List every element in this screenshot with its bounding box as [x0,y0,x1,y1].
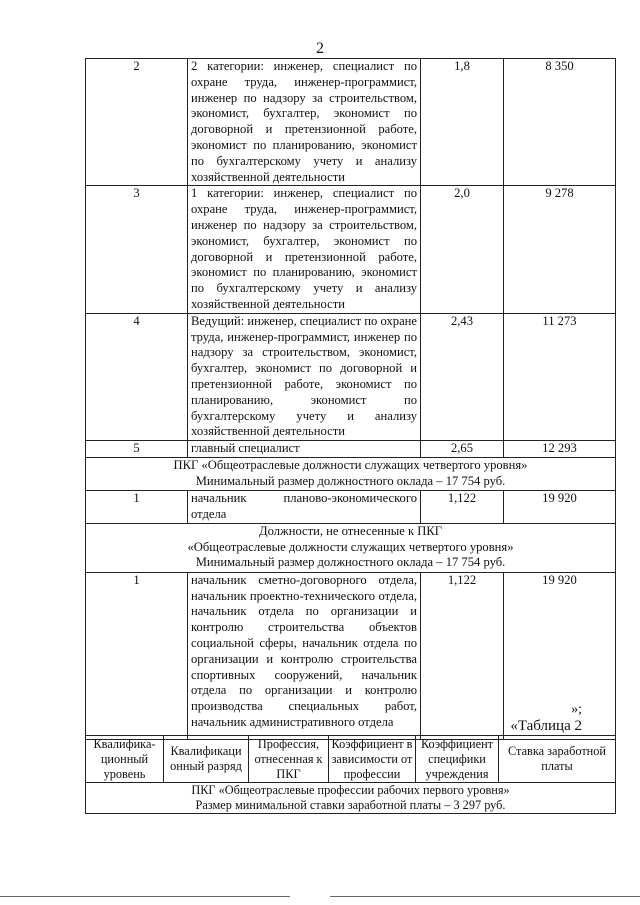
header-qualification-level: Квалифика-ционный уровень [86,736,164,783]
header-profession: Профессия, отнесенная к ПКГ [249,736,329,783]
position-list-cell: главный специалист [188,441,421,458]
pkg-group-header [86,458,616,491]
salary-table-1 [85,58,616,740]
salary-cell: 12 293 [504,441,616,458]
header-profession-coefficient: Коэффициент в зависимости от профессии [329,736,416,783]
pkg-workers-title: ПКГ «Общеотраслевые профессии рабочих первого уровня» [191,783,510,797]
header-wage-rate: Ставка заработной платы [499,736,616,783]
header-qualification-grade: Квалификаци онный разряд [164,736,249,783]
coefficient-cell: 2,43 [421,313,504,440]
qualification-level-cell: 5 [86,441,188,458]
salary-cell: 19 920 [504,572,616,739]
table-row [86,491,616,524]
table-row [86,572,616,739]
table-row [86,59,616,186]
page-number: 2 [316,40,324,57]
group-header-row [86,523,616,572]
coefficient-cell: 1,122 [421,572,504,739]
table2-title: «Таблица 2 [510,718,582,734]
qualification-level-cell: 2 [86,59,188,186]
salary-cell: 9 278 [504,186,616,313]
pkg-workers-header [86,783,616,814]
table-row [86,441,616,458]
header-row [86,736,616,783]
other-positions-title: Должности, не отнесенные к ПКГ [259,523,442,538]
table-closing-mark: »; [571,702,582,717]
position-list-cell: начальник планово-экономического отдела [188,491,421,524]
salary-cell: 19 920 [504,491,616,524]
qualification-level-cell: 1 [86,491,188,524]
salary-table-2 [85,735,616,814]
group-header-row [86,458,616,491]
other-positions-subtitle: «Общеотраслевые должности служащих четвертого уровня» [187,539,514,554]
qualification-level-cell: 1 [86,572,188,739]
table-row [86,186,616,313]
qualification-level-cell: 4 [86,313,188,440]
coefficient-cell: 1,8 [421,59,504,186]
qualification-level-cell: 3 [86,186,188,313]
coefficient-cell: 2,0 [421,186,504,313]
position-list-cell: Ведущий: инженер, специалист по охране труда, инженер-программист, инженер по надзору за строительством, экономист, бухгалтер, экономист по договорной и претензионной работе, экономист по планированию, экономист по бухгалтерскому учету и анализу хозяйственной деятельности [188,313,421,440]
scan-edge-line [0,896,290,897]
pkg-workers-min-rate: Размер минимальной ставки заработной платы – 3 297 руб. [195,798,506,812]
pkg-group-title: ПКГ «Общеотраслевые должности служащих четвертого уровня» [173,458,528,473]
group-header-row [86,783,616,814]
position-list-cell: 2 категории: инженер, специалист по охране труда, инженер-программист, инженер по надзору за строительством, экономист, бухгалтер, экономист по договорной и претензионной работе, экономист по планированию, экономист по бухгалтерскому учету и анализу хозяйственной деятельности [188,59,421,186]
position-list-cell: начальник сметно-договорного отдела, начальник проектно-технического отдела, начальник отдела по организации и контролю строительства объектов социальной сферы, начальник отдела по организации и контролю строительства спортивных сооружений, начальник отдела по организации и контролю производства специальных работ, начальник административного отдела [188,572,421,739]
header-institution-coefficient: Коэффициент специфики учреждения [416,736,499,783]
table-row [86,313,616,440]
other-positions-header [86,523,616,572]
scan-edge-line [330,896,640,897]
coefficient-cell: 1,122 [421,491,504,524]
coefficient-cell: 2,65 [421,441,504,458]
pkg-min-salary: Минимальный размер должностного оклада – 17 754 руб. [195,473,506,488]
other-positions-min-salary: Минимальный размер должностного оклада – 17 754 руб. [195,555,506,570]
salary-cell: 11 273 [504,313,616,440]
salary-cell: 8 350 [504,59,616,186]
position-list-cell: 1 категории: инженер, специалист по охране труда, инженер-программист, инженер по надзору за строительством, экономист, бухгалтер, экономист по договорной и претензионной работе, экономист по планированию, экономист по бухгалтерскому учету и анализу хозяйственной деятельности [188,186,421,313]
